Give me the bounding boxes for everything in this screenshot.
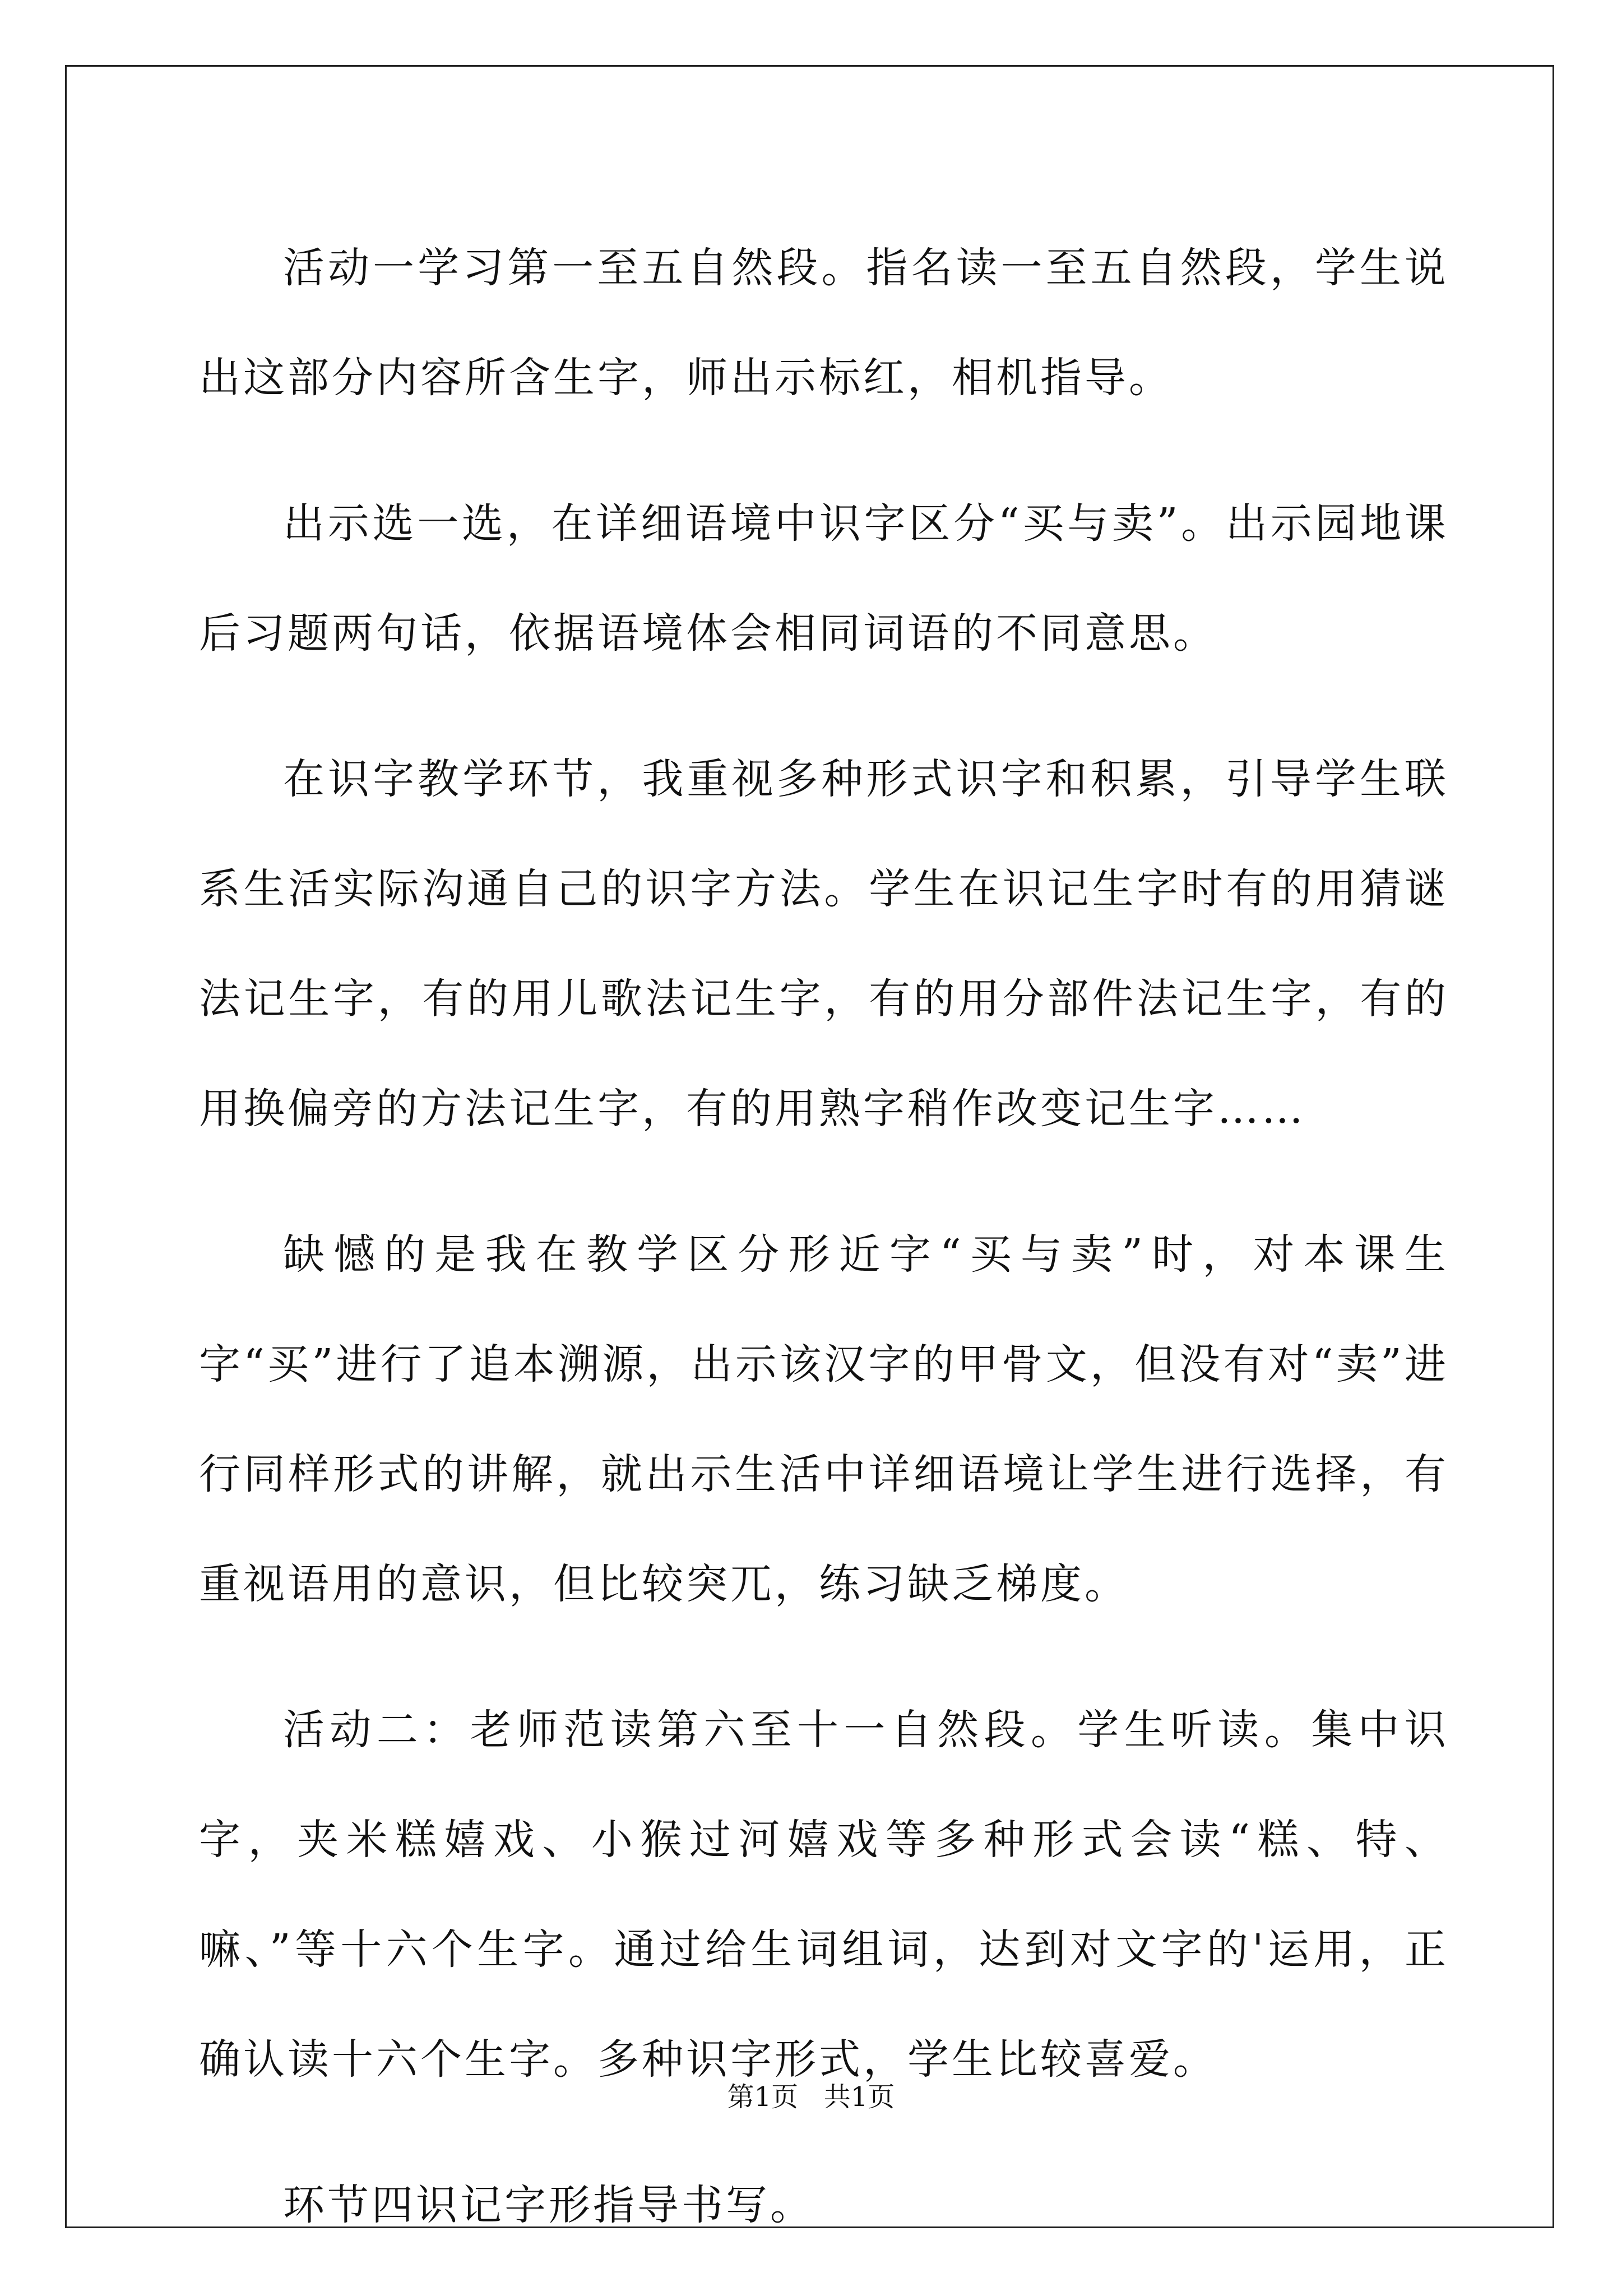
paragraph-4: 缺憾的是我在教学区分形近字“买与卖”时，对本课生字“买”进行了追本溯源，出示该汉字的甲骨文，但没有对“卖”进行同样形式的讲解，就出示生活中详细语境让学生进行选择，有重视语用的意识，但比较突兀，练习缺乏梯度。 xyxy=(199,1230,1449,1608)
paragraph-1: 活动一学习第一至五自然段。指名读一至五自然段，学生说出这部分内容所含生字，师出示标红，相机指导。 xyxy=(199,244,1449,402)
paragraph-3: 在识字教学环节，我重视多种形式识字和积累，引导学生联系生活实际沟通自己的识字方法。学生在识记生字时有的用猜谜法记生字，有的用儿歌法记生字，有的用分部件法记生字，有的用换偏旁的方法记生字，有的用熟字稍作改变记生字…… xyxy=(199,755,1449,1133)
page-footer: 第1页 共1页 xyxy=(727,2081,895,2113)
paragraph-5: 活动二：老师范读第六至十一自然段。学生听读。集中识字，夹米糕嬉戏、小猴过河嬉戏等多种形式会读“糕、特、嘛、”等十六个生字。通过给生词组词，达到对文字的'运用，正确认读十六个生字。多种识字形式，学生比较喜爱。 xyxy=(199,1706,1449,2084)
paragraph-2: 出示选一选，在详细语境中识字区分“买与卖”。出示园地课后习题两句话，依据语境体会相同词语的不同意思。 xyxy=(199,499,1449,658)
paragraph-6: 环节四识记字形指导书写。 xyxy=(283,2181,814,2229)
document-body xyxy=(199,213,1449,2296)
